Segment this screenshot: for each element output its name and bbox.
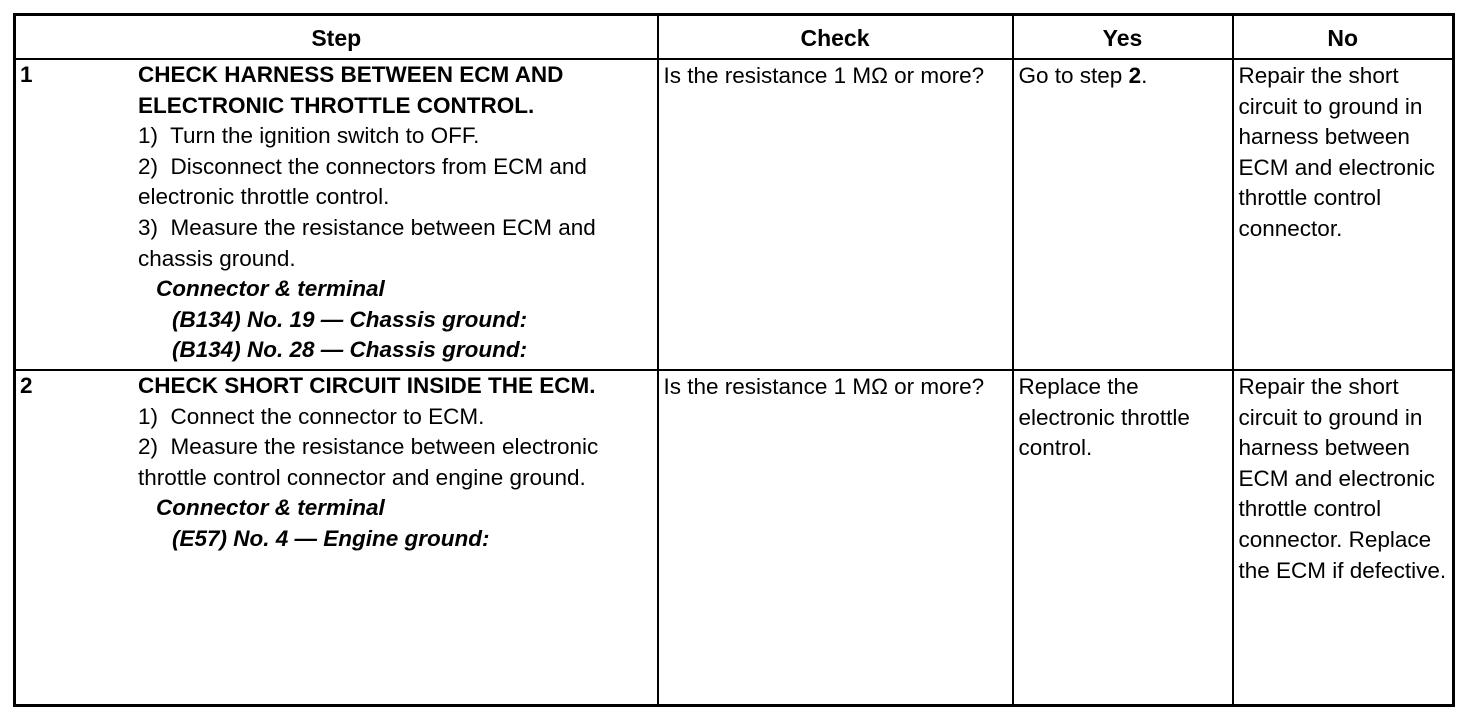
instruction: 2) Measure the resistance between electronic throttle control connector and engine ground. — [138, 434, 605, 490]
no-cell — [1233, 370, 1454, 706]
instruction: 1) Turn the ignition switch to OFF. — [138, 123, 480, 149]
header-row — [15, 15, 1454, 60]
check-text: Is the resistance 1 MΩ or more? — [663, 374, 985, 399]
header-check: Check — [658, 15, 1013, 60]
yes-step-ref: 2 — [1128, 63, 1142, 88]
yes-text — [1014, 60, 1232, 92]
step-title: CHECK HARNESS BETWEEN ECM AND ELECTRONIC THROTTLE CONTROL. — [138, 62, 564, 118]
no-text: Repair the short circuit to ground in harness between ECM and electronic throttle control connector. — [1238, 63, 1435, 241]
connector-terminal-item: (B134) No. 28 — Chassis ground: — [172, 337, 528, 363]
header-yes: Yes — [1013, 15, 1233, 60]
no-text: Repair the short circuit to ground in harness between ECM and electronic throttle control connector. Replace the ECM if defective. — [1238, 374, 1447, 583]
table-row — [15, 59, 1454, 370]
yes-suffix: . — [1141, 63, 1148, 88]
header-step: Step — [15, 15, 658, 60]
step-title: CHECK SHORT CIRCUIT INSIDE THE ECM. — [138, 373, 596, 398]
step-cell — [15, 370, 658, 706]
connector-terminal-label: Connector & terminal — [156, 495, 385, 521]
step-number: 1 — [20, 62, 33, 87]
yes-cell — [1013, 370, 1233, 706]
connector-terminal-item: (E57) No. 4 — Engine ground: — [172, 525, 490, 551]
check-text: Is the resistance 1 MΩ or more? — [663, 63, 985, 88]
diagnostic-table — [13, 13, 1455, 707]
table-row — [15, 370, 1454, 706]
yes-cell — [1013, 59, 1233, 370]
instruction: 1) Connect the connector to ECM. — [138, 403, 485, 429]
connector-terminal-label: Connector & terminal — [156, 276, 385, 302]
no-cell — [1233, 59, 1454, 370]
instruction: 2) Disconnect the connectors from ECM and electronic throttle control. — [138, 153, 594, 210]
header-no: No — [1233, 15, 1454, 60]
yes-text: Replace the electronic throttle control. — [1018, 374, 1190, 461]
check-cell — [658, 59, 1013, 370]
check-cell — [658, 370, 1013, 706]
instruction: 3) Measure the resistance between ECM and chassis ground. — [138, 214, 602, 271]
step-number: 2 — [20, 373, 33, 398]
yes-prefix: Go to step — [1018, 63, 1129, 88]
connector-terminal-item: (B134) No. 19 — Chassis ground: — [172, 306, 528, 332]
step-cell — [15, 59, 658, 370]
